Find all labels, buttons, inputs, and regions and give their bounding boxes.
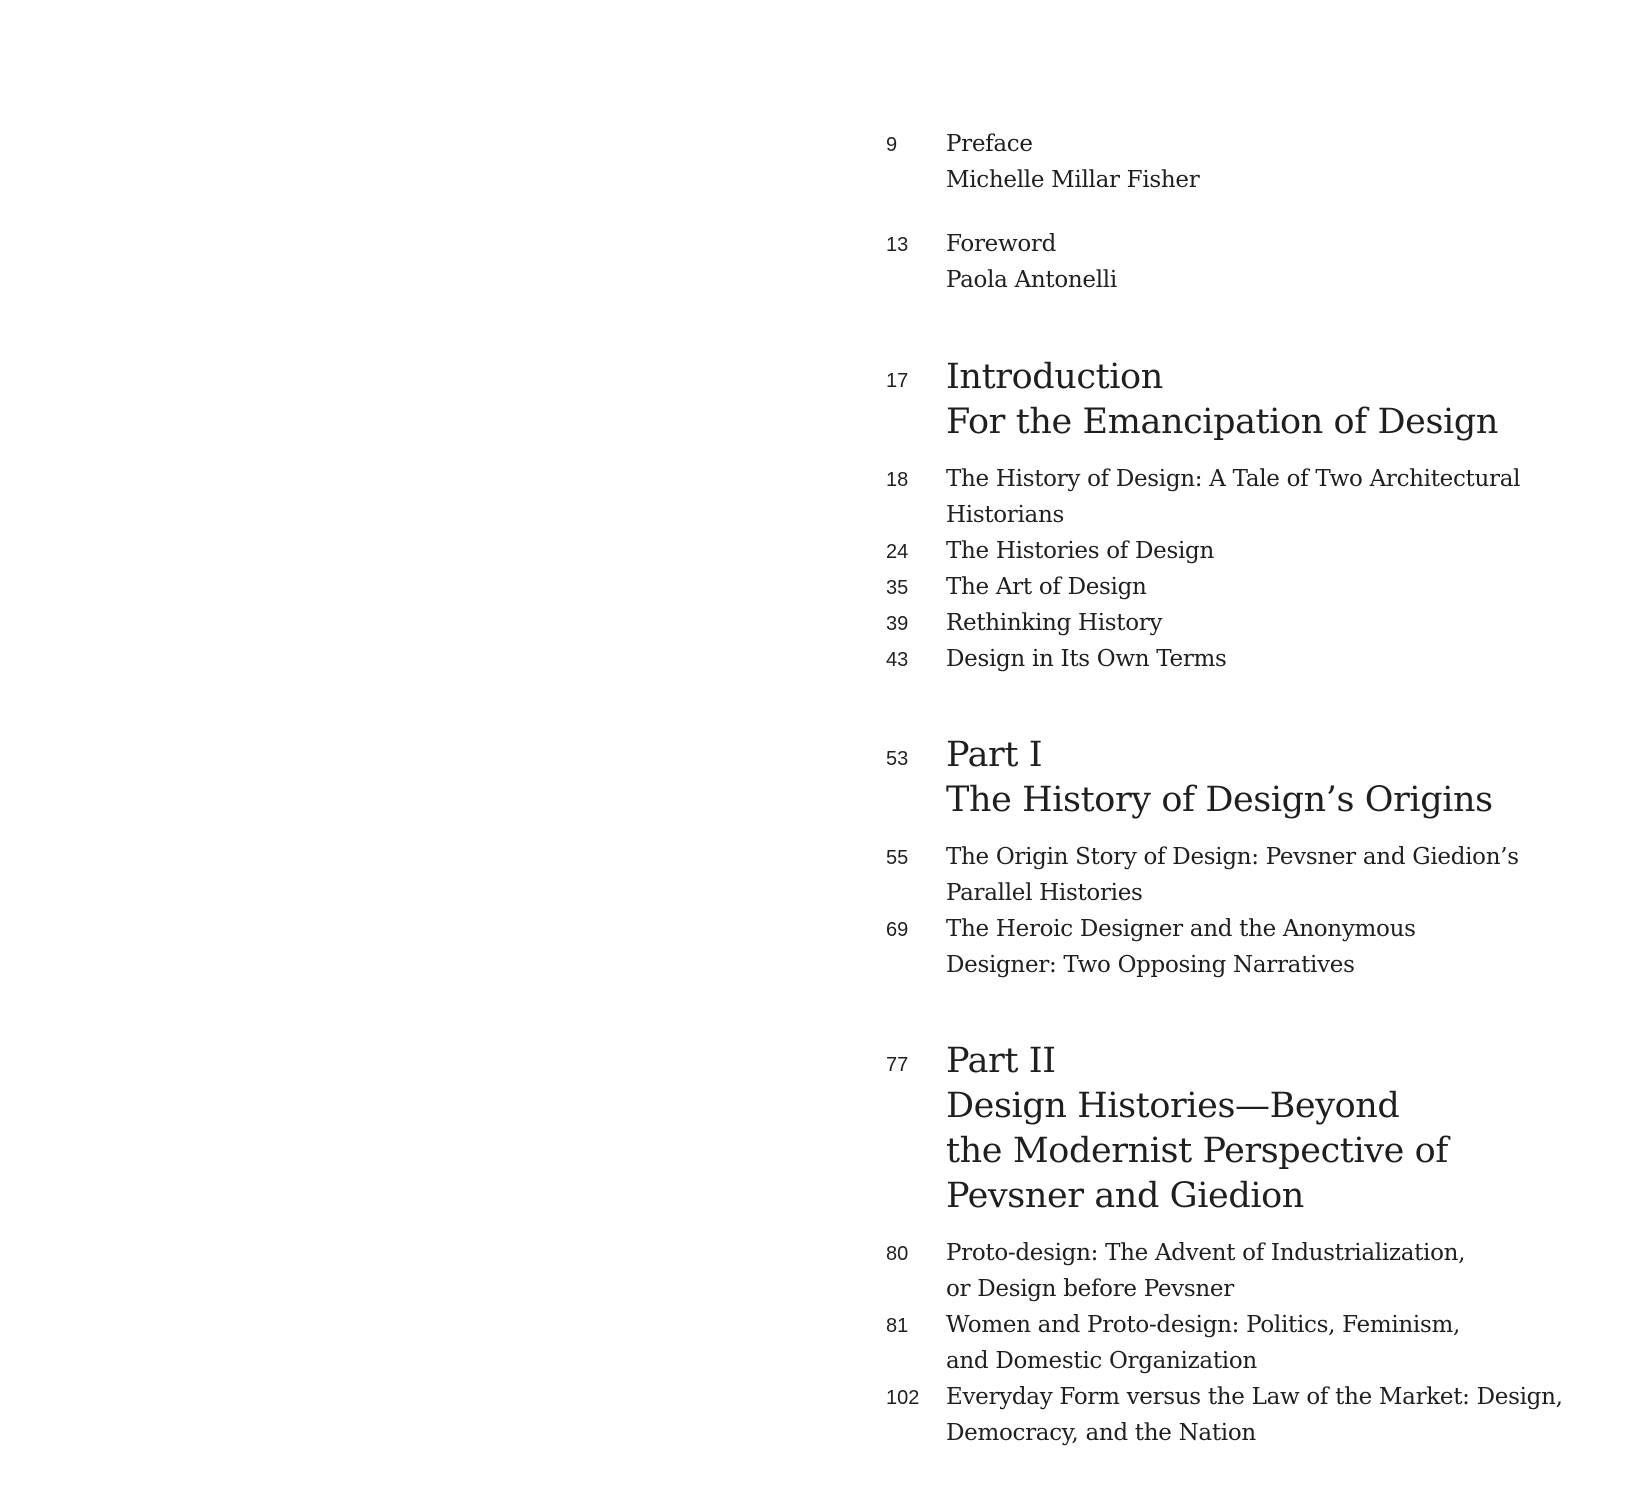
toc-group-preface xyxy=(886,126,1626,198)
page-number: 102 xyxy=(886,1387,920,1409)
page-number: 80 xyxy=(886,1243,909,1265)
toc-entry[interactable] xyxy=(886,461,1626,533)
page-number: 35 xyxy=(886,577,909,599)
section-label: Part II xyxy=(946,1041,1056,1081)
page-number: 17 xyxy=(886,370,909,392)
page-number: 77 xyxy=(886,1054,909,1076)
entry-title-line: Everyday Form versus the Law of the Market: Design, xyxy=(946,1384,1563,1410)
toc-list-part-2 xyxy=(886,1235,1626,1451)
entry-title-line: or Design before Pevsner xyxy=(946,1276,1234,1302)
toc-entry[interactable] xyxy=(886,1235,1626,1307)
toc-entry-preface[interactable] xyxy=(886,126,1626,198)
entry-title-line: The Heroic Designer and the Anonymous xyxy=(946,916,1416,942)
entry-title-line: The Histories of Design xyxy=(946,538,1214,564)
toc-entry[interactable] xyxy=(886,569,1626,605)
entry-title-line: The Art of Design xyxy=(946,574,1147,600)
section-label: Introduction xyxy=(946,357,1163,397)
section-heading-part-2[interactable] xyxy=(886,1039,1626,1219)
entry-title: Foreword xyxy=(946,231,1057,257)
entry-title-line: Parallel Histories xyxy=(946,880,1143,906)
entry-title-line: Historians xyxy=(946,502,1064,528)
entry-title-line: Designer: Two Opposing Narratives xyxy=(946,952,1355,978)
toc-list-introduction xyxy=(886,461,1626,677)
entry-title-line: Rethinking History xyxy=(946,610,1163,636)
page-number: 55 xyxy=(886,847,909,869)
toc-entry[interactable] xyxy=(886,533,1626,569)
section-label: Part I xyxy=(946,735,1043,775)
entry-title-line: Design in Its Own Terms xyxy=(946,646,1227,672)
toc-group-foreword xyxy=(886,226,1626,298)
page-number: 43 xyxy=(886,649,909,671)
page-number: 39 xyxy=(886,613,909,635)
page-number: 53 xyxy=(886,748,909,770)
entry-title-line: The Origin Story of Design: Pevsner and Giedion’s xyxy=(946,844,1519,870)
toc-group-introduction xyxy=(886,355,1626,445)
section-heading-introduction[interactable] xyxy=(886,355,1626,445)
toc-entry-foreword[interactable] xyxy=(886,226,1626,298)
page-number: 69 xyxy=(886,919,909,941)
section-title-line: Pevsner and Giedion xyxy=(946,1176,1304,1216)
entry-title-line: Democracy, and the Nation xyxy=(946,1420,1256,1446)
page-number: 18 xyxy=(886,469,909,491)
section-title: The History of Design’s Origins xyxy=(946,780,1493,820)
section-title-line: Design Histories—Beyond xyxy=(946,1086,1400,1126)
entry-author: Michelle Millar Fisher xyxy=(946,167,1200,193)
entry-title-line: The History of Design: A Tale of Two Architectural xyxy=(946,466,1521,492)
section-title: For the Emancipation of Design xyxy=(946,402,1498,442)
toc-entry[interactable] xyxy=(886,1379,1626,1451)
toc-list-part-1 xyxy=(886,839,1626,983)
page-number: 9 xyxy=(886,134,898,156)
page-number: 81 xyxy=(886,1315,909,1337)
entry-title-line: and Domestic Organization xyxy=(946,1348,1257,1374)
toc-entry[interactable] xyxy=(886,1307,1626,1379)
page-number: 24 xyxy=(886,541,909,563)
entry-title-line: Proto-design: The Advent of Industrialization, xyxy=(946,1240,1466,1266)
toc-group-part-2 xyxy=(886,1039,1626,1219)
section-heading-part-1[interactable] xyxy=(886,733,1626,823)
toc-group-part-1 xyxy=(886,733,1626,823)
entry-title-line: Women and Proto-design: Politics, Feminism, xyxy=(946,1312,1460,1338)
entry-title: Preface xyxy=(946,131,1033,157)
table-of-contents xyxy=(886,126,1626,1451)
toc-entry[interactable] xyxy=(886,911,1626,983)
toc-entry[interactable] xyxy=(886,641,1626,677)
toc-entry[interactable] xyxy=(886,605,1626,641)
toc-entry[interactable] xyxy=(886,839,1626,911)
page-number: 13 xyxy=(886,234,909,256)
entry-author: Paola Antonelli xyxy=(946,267,1117,293)
section-title-line: the Modernist Perspective of xyxy=(946,1131,1448,1171)
